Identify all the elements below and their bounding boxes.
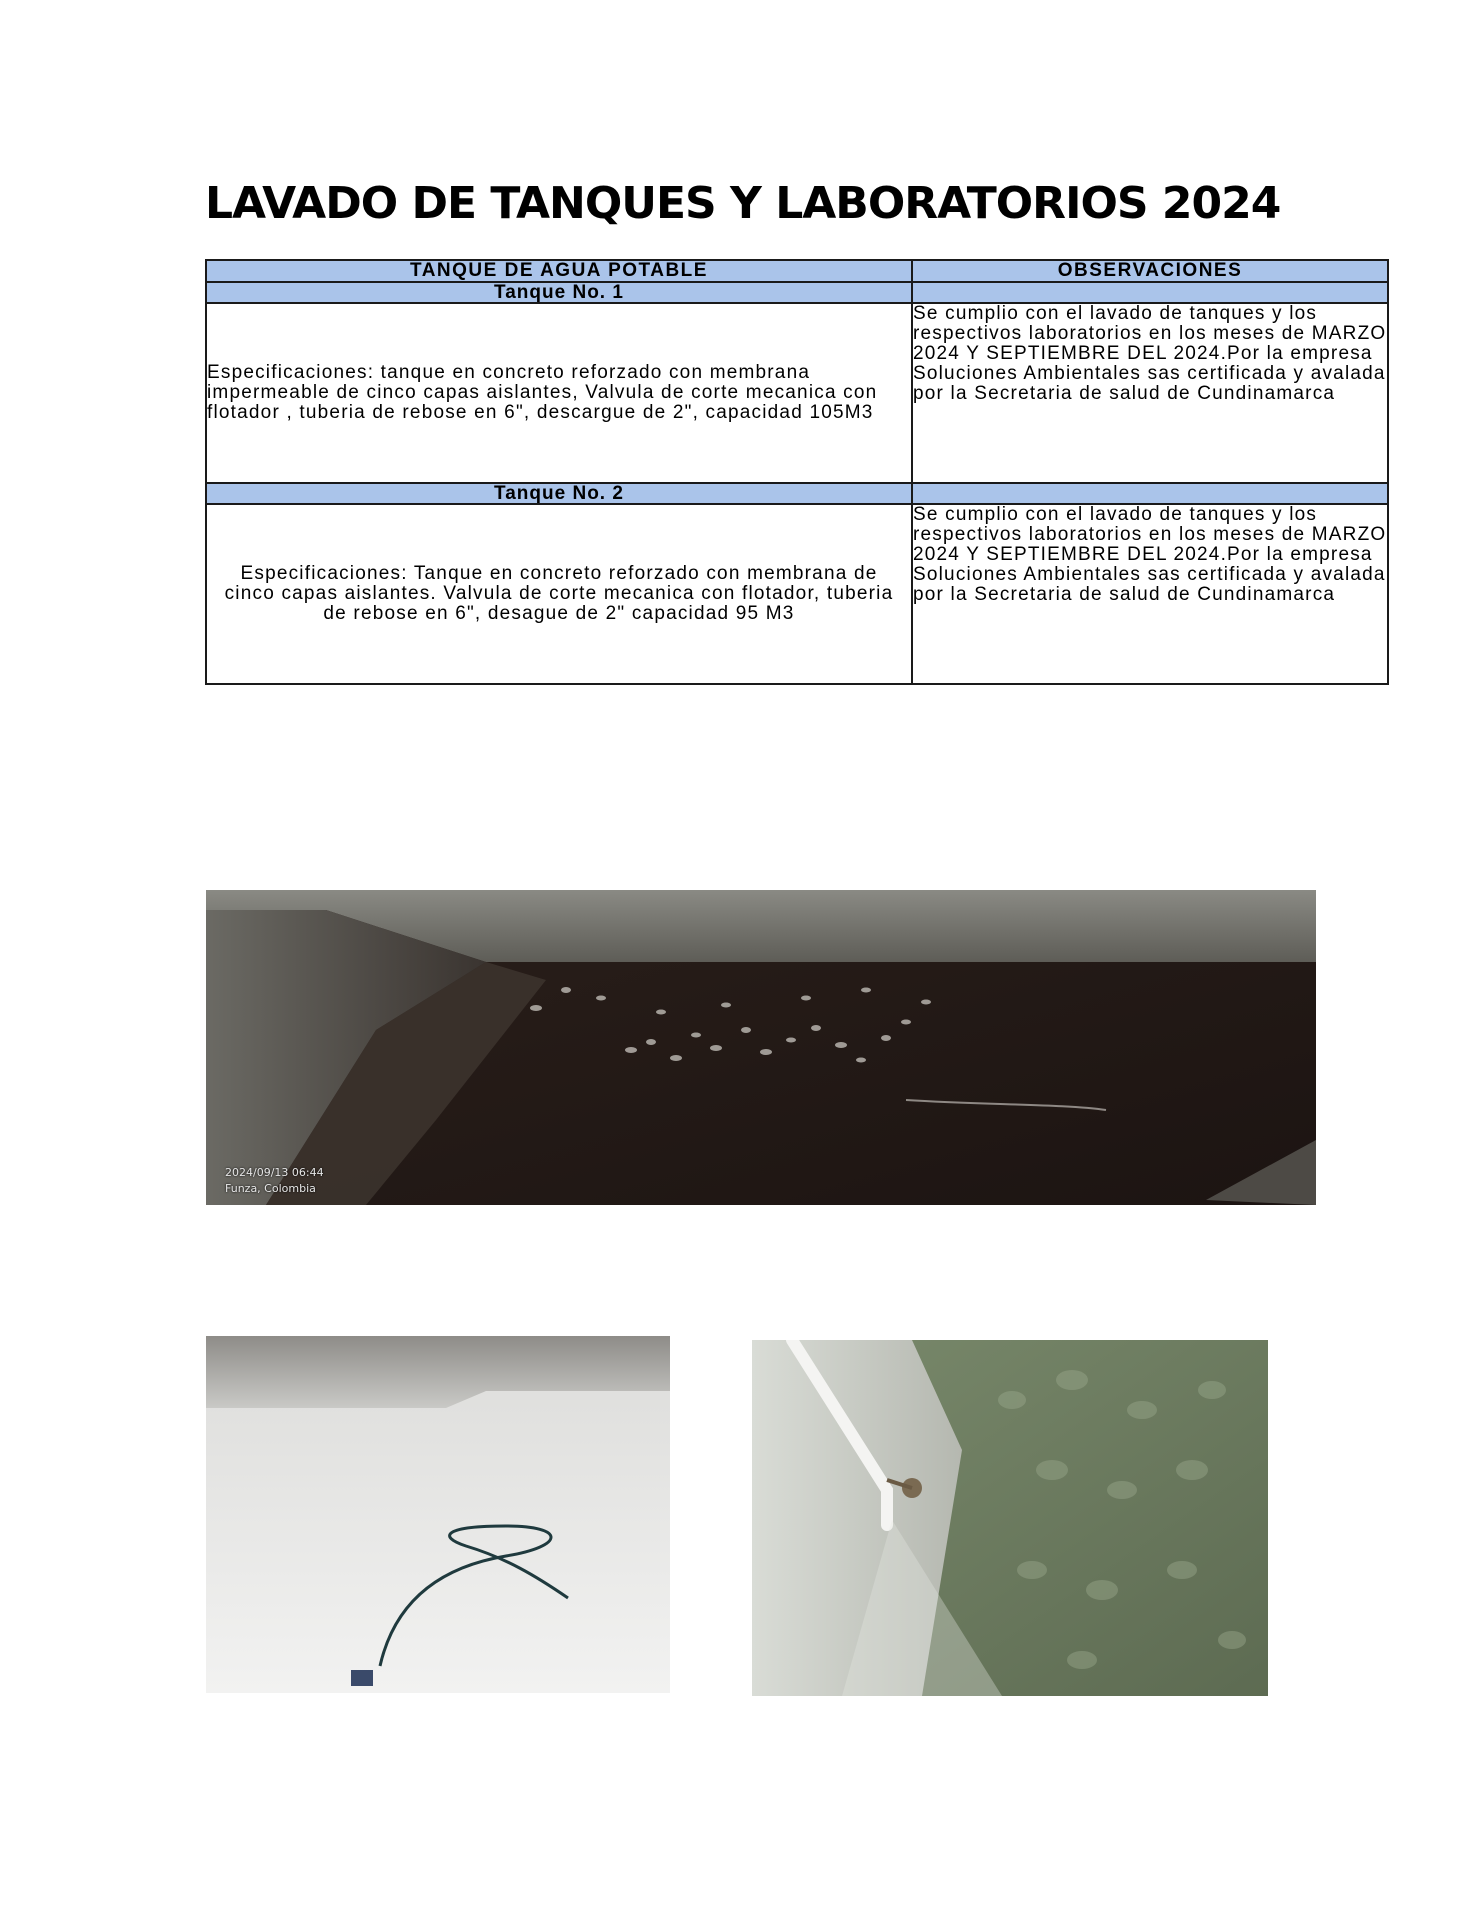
tank-observations: Se cumplio con el lavado de tanques y los respectivos laboratorios en los meses de MARZO 2024 Y SEPTIEMBRE DEL 2024.Por la empresa Soluciones Ambientales sas certificada y avalada por la Secretaria de salud de Cundinamarca xyxy=(912,303,1388,483)
table-header-row xyxy=(206,260,1388,282)
tank-specifications: Especificaciones: tanque en concreto reforzado con membrana impermeable de cinco capas aislantes, Valvula de corte mecanica con flotador , tuberia de rebose en 6", descargue de 2", capacidad 105M3 xyxy=(206,303,912,483)
tank-photo-dark xyxy=(206,890,1316,1205)
page-title: LAVADO DE TANQUES Y LABORATORIOS 2024 xyxy=(205,178,1281,229)
tank-table xyxy=(205,259,1389,685)
photo-location: Funza, Colombia xyxy=(225,1182,316,1195)
table-row xyxy=(206,504,1388,684)
tank-label-row xyxy=(206,483,1388,504)
tank-photo-green xyxy=(752,1340,1268,1696)
tank-photo-white xyxy=(206,1336,670,1693)
tank-label-empty xyxy=(912,282,1388,303)
table-row xyxy=(206,303,1388,483)
tank-label: Tanque No. 2 xyxy=(206,483,912,504)
photo-timestamp: 2024/09/13 06:44 xyxy=(225,1166,324,1179)
col-header-tank: TANQUE DE AGUA POTABLE xyxy=(206,260,912,282)
tank-label-row xyxy=(206,282,1388,303)
tank-label-empty xyxy=(912,483,1388,504)
tank-label: Tanque No. 1 xyxy=(206,282,912,303)
col-header-observations: OBSERVACIONES xyxy=(912,260,1388,282)
tank-specifications: Especificaciones: Tanque en concreto reforzado con membrana de cinco capas aislantes. Valvula de corte mecanica con flotador, tuberia de rebose en 6", desague de 2" capacidad 95 M3 xyxy=(206,504,912,684)
tank-observations: Se cumplio con el lavado de tanques y los respectivos laboratorios en los meses de MARZO 2024 Y SEPTIEMBRE DEL 2024.Por la empresa Soluciones Ambientales sas certificada y avalada por la Secretaria de salud de Cundinamarca xyxy=(912,504,1388,684)
